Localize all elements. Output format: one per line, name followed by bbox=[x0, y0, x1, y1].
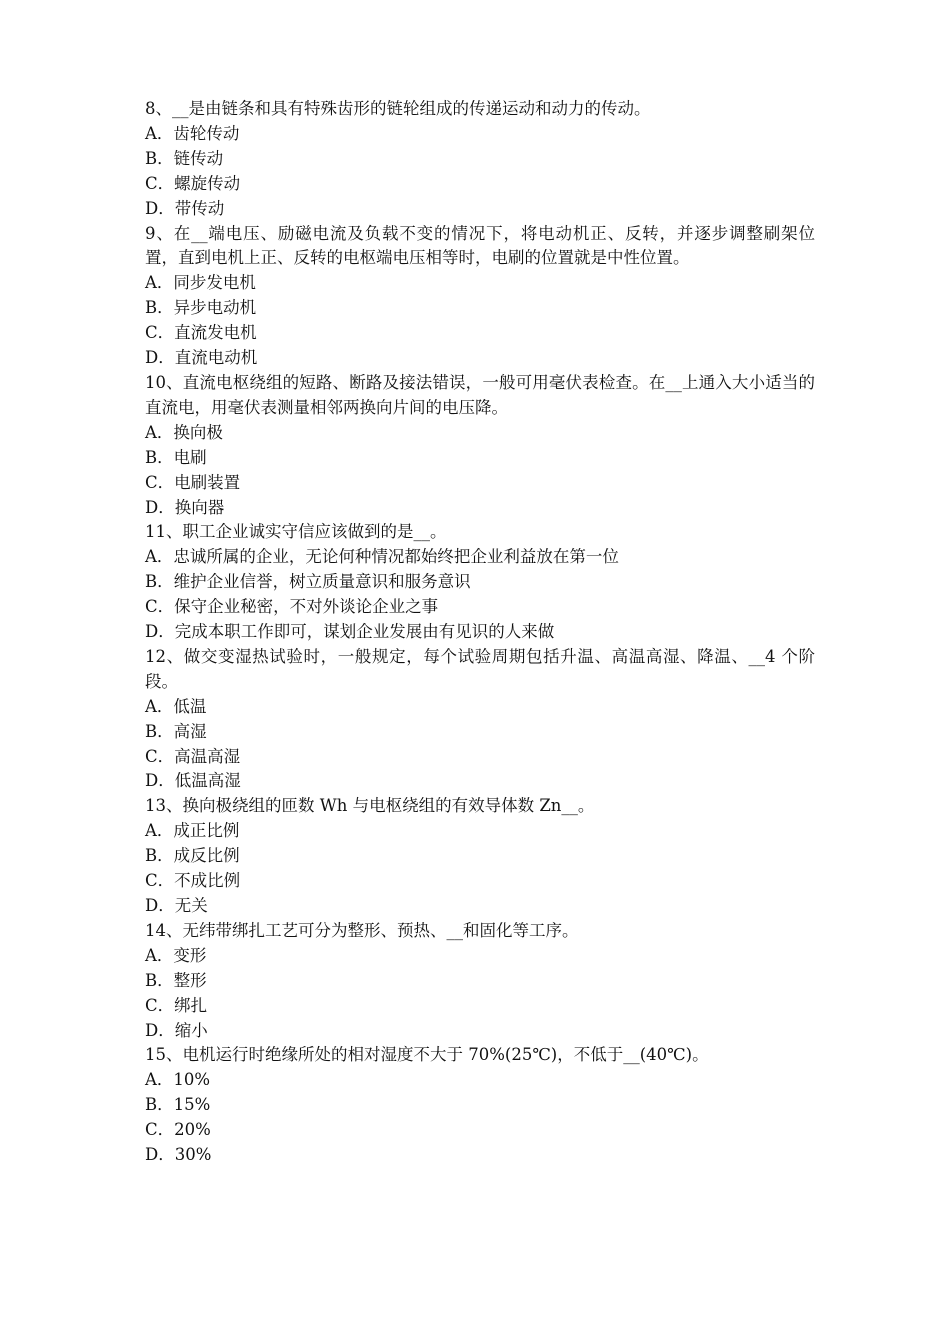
option-a: A．10% bbox=[145, 1070, 211, 1090]
option-d: D．直流电动机 bbox=[145, 348, 258, 368]
question-stem: 11、职工企业诚实守信应该做到的是__。 bbox=[145, 522, 447, 542]
question-stem: 9、在__端电压、励磁电流及负载不变的情况下，将电动机正、反转，并逐步调整刷架位置，直到电机上正、反转的电枢端电压相等时，电刷的位置就是中性位置。 bbox=[145, 223, 815, 268]
option-b: B．15% bbox=[145, 1095, 211, 1115]
option-a: A．变形 bbox=[145, 945, 207, 965]
question-9 bbox=[145, 222, 815, 371]
option-a: A．忠诚所属的企业，无论何种情况都始终把企业利益放在第一位 bbox=[145, 547, 619, 567]
question-8 bbox=[145, 97, 815, 222]
option-d: D．低温高湿 bbox=[145, 771, 241, 791]
option-a: A．同步发电机 bbox=[145, 273, 256, 293]
option-c: C．直流发电机 bbox=[145, 323, 257, 343]
option-c: C．20% bbox=[145, 1120, 211, 1140]
question-stem: 8、__是由链条和具有特殊齿形的链轮组成的传递运动和动力的传动。 bbox=[145, 99, 651, 118]
option-a: A．低温 bbox=[145, 696, 207, 716]
option-d: D．缩小 bbox=[145, 1020, 208, 1040]
document-page bbox=[145, 97, 815, 1168]
question-stem: 14、无纬带绑扎工艺可分为整形、预热、__和固化等工序。 bbox=[145, 920, 579, 940]
question-stem: 10、直流电枢绕组的短路、断路及接法错误，一般可用毫伏表检查。在__上通入大小适当的直流电，用毫伏表测量相邻两换向片间的电压降。 bbox=[145, 372, 815, 417]
option-b: B．维护企业信誉，树立质量意识和服务意识 bbox=[145, 572, 471, 592]
option-a: A．齿轮传动 bbox=[145, 123, 240, 143]
question-stem: 12、做交变湿热试验时，一般规定，每个试验周期包括升温、高温高湿、降温、__4 个阶段。 bbox=[145, 646, 815, 691]
option-b: B．电刷 bbox=[145, 447, 207, 467]
option-c: C．电刷装置 bbox=[145, 472, 241, 492]
option-a: A．换向极 bbox=[145, 422, 223, 442]
question-10 bbox=[145, 371, 815, 520]
option-c: C．螺旋传动 bbox=[145, 173, 241, 193]
option-b: B．异步电动机 bbox=[145, 298, 257, 318]
option-c: C．保守企业秘密，不对外谈论企业之事 bbox=[145, 597, 439, 617]
question-14 bbox=[145, 919, 815, 1044]
option-b: B．成反比例 bbox=[145, 846, 240, 866]
question-stem: 15、电机运行时绝缘所处的相对湿度不大于 70%(25℃)，不低于__(40℃)。 bbox=[145, 1045, 709, 1065]
option-c: C．绑扎 bbox=[145, 995, 208, 1015]
question-12 bbox=[145, 645, 815, 794]
option-d: D．带传动 bbox=[145, 198, 225, 218]
option-b: B．高湿 bbox=[145, 721, 207, 741]
option-b: B．链传动 bbox=[145, 148, 224, 168]
question-11 bbox=[145, 520, 815, 645]
option-b: B．整形 bbox=[145, 970, 207, 990]
option-d: D．30% bbox=[145, 1145, 212, 1165]
question-15 bbox=[145, 1043, 815, 1168]
question-13 bbox=[145, 794, 815, 919]
option-d: D．完成本职工作即可，谋划企业发展由有见识的人来做 bbox=[145, 622, 555, 642]
option-c: C．不成比例 bbox=[145, 871, 241, 891]
question-stem: 13、换向极绕组的匝数 Wh 与电枢绕组的有效导体数 Zn__。 bbox=[145, 796, 595, 816]
option-d: D．无关 bbox=[145, 896, 208, 915]
option-a: A．成正比例 bbox=[145, 821, 240, 841]
option-c: C．高温高湿 bbox=[145, 746, 241, 766]
option-d: D．换向器 bbox=[145, 497, 225, 517]
